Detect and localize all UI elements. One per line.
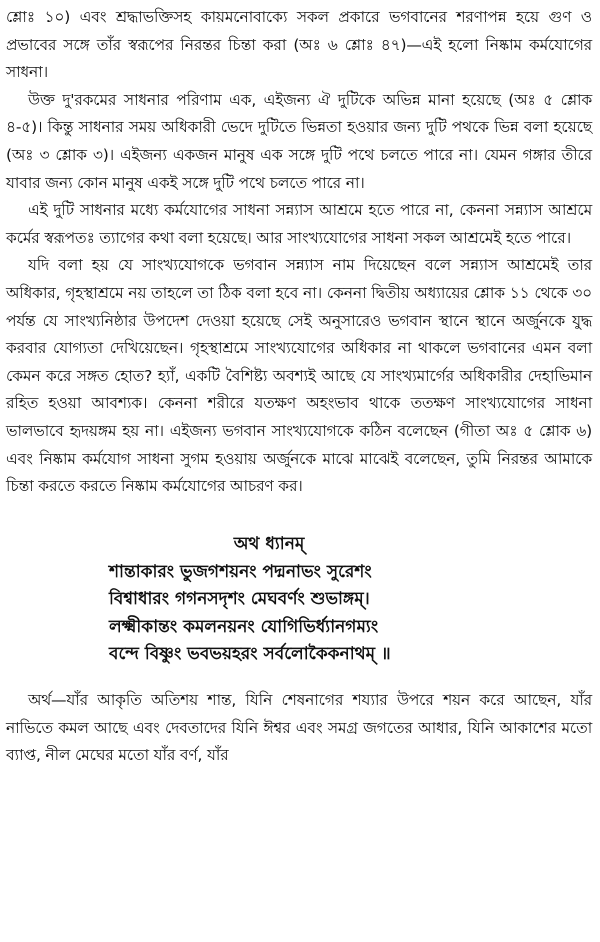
verse-line-3: লক্ষ্মীকান্তং কমলনয়নং যোগিভির্ধ্যানগম্যং	[109, 616, 379, 637]
verse-line-1: শান্তাকারং ভুজগশয়নং পদ্মনাভং সুরেশং	[109, 561, 372, 582]
verse-line-2: বিশ্বাধারং গগনসদৃশং মেঘবর্ণং শুভাঙ্গম্।	[109, 589, 370, 610]
paragraph-1: শ্লোঃ ১০) এবং শ্রদ্ধাভক্তিসহ কায়মনোবাক্যে সকল প্রকারে ভগবানের শরণাপন্ন হয়ে গুণ ও প্রভাবের সঙ্গে তাঁর স্বরূপের নিরন্তর চিন্তা করা (অঃ ৬ শ্লোঃ ৪৭)—এই হলো নিষ্কাম কর্মযোগের সাধনা।	[6, 8, 592, 82]
verse-line-4: বন্দে বিষ্ণুং ভবভয়হরং সর্বলোকৈকনাথম্ ॥	[109, 644, 391, 665]
paragraph-3: এই দুটি সাধনার মধ্যে কর্মযোগের সাধনা সন্ন্যাস আশ্রমে হতে পারে না, কেননা সন্ন্যাস আশ্রমে কর্মের স্বরূপতঃ ত্যাগের কথা বলা হয়েছে। আর সাংখ্যযোগের সাধনা সকল আশ্রমেই হতে পারে।	[6, 201, 592, 247]
dhyanam-heading: অথ ধ্যানম্	[233, 533, 305, 554]
dhyanam-verse	[109, 559, 489, 669]
paragraph-2: উক্ত দু'রকমের সাধনার পরিণাম এক, এইজন্য ঐ দুটিকে অভিন্ন মানা হয়েছে (অঃ ৫ শ্লোক ৪-৫)। কিন্তু সাধনার সময় অধিকারী ভেদে দুটিতে ভিন্নতা হওয়ার জন্য দুটি পথকে ভিন্ন বলা হয়েছে (অঃ ৩ শ্লোক ৩)। এইজন্য একজন মানুষ এক সঙ্গে দুটি পথে চলতে পারে না। যেমন গঙ্গার তীরে যাবার জন্য কোন মানুষ একই সঙ্গে দুটি পথে চলতে পারে না।	[6, 90, 592, 192]
paragraph-4: যদি বলা হয় যে সাংখ্যযোগকে ভগবান সন্ন্যাস নাম দিয়েছেন বলে সন্ন্যাস আশ্রমেই তার অধিকার, গৃহস্থাশ্রমে নয় তাহলে তা ঠিক বলা হবে না। কেননা দ্বিতীয় অধ্যায়ের শ্লোক ১১ থেকে ৩০ পর্যন্ত যে সাংখ্যনিষ্ঠার উপদেশ দেওয়া হয়েছে সেই অনুসারেও ভগবান স্থানে স্থানে অর্জুনকে যুদ্ধ করবার যোগ্যতা দেখিয়েছেন। গৃহস্থাশ্রমে সাংখ্যযোগের অধিকার না থাকলে ভগবানের এমন বলা কেমন করে সঙ্গত হোত? হ্যাঁ, একটি বৈশিষ্ট্য অবশ্যই আছে যে সাংখ্যমার্গের অধিকারীর দেহাভিমান রহিত হওয়া আবশ্যক। কেননা শরীরে যতক্ষণ অহংভাব থাকে ততক্ষণ সাংখ্যযোগের সাধনা ভালভাবে হৃদয়ঙ্গম হয় না। এইজন্য ভগবান সাংখ্যযোগকে কঠিন বলেছেন (গীতা অঃ ৫ শ্লোক ৬) এবং নিষ্কাম কর্মযোগ সাধনা সুগম হওয়ায় অর্জুনকে মাঝে মাঝেই বলেছেন, তুমি নিরন্তর আমাকে চিন্তা করতে করতে নিষ্কাম কর্মযোগের আচরণ কর।	[6, 256, 592, 496]
meaning-paragraph: অর্থ—যাঁর আকৃতি অতিশয় শান্ত, যিনি শেষনাগের শয্যার উপরে শয়ন করে আছেন, যাঁর নাভিতে কমল আছে এবং দেবতাদের যিনি ঈশ্বর এবং সমগ্র জগতের আধার, যিনি আকাশের মতো ব্যাপ্ত, নীল মেঘের মতো যাঁর বর্ণ, যাঁর	[6, 691, 592, 765]
